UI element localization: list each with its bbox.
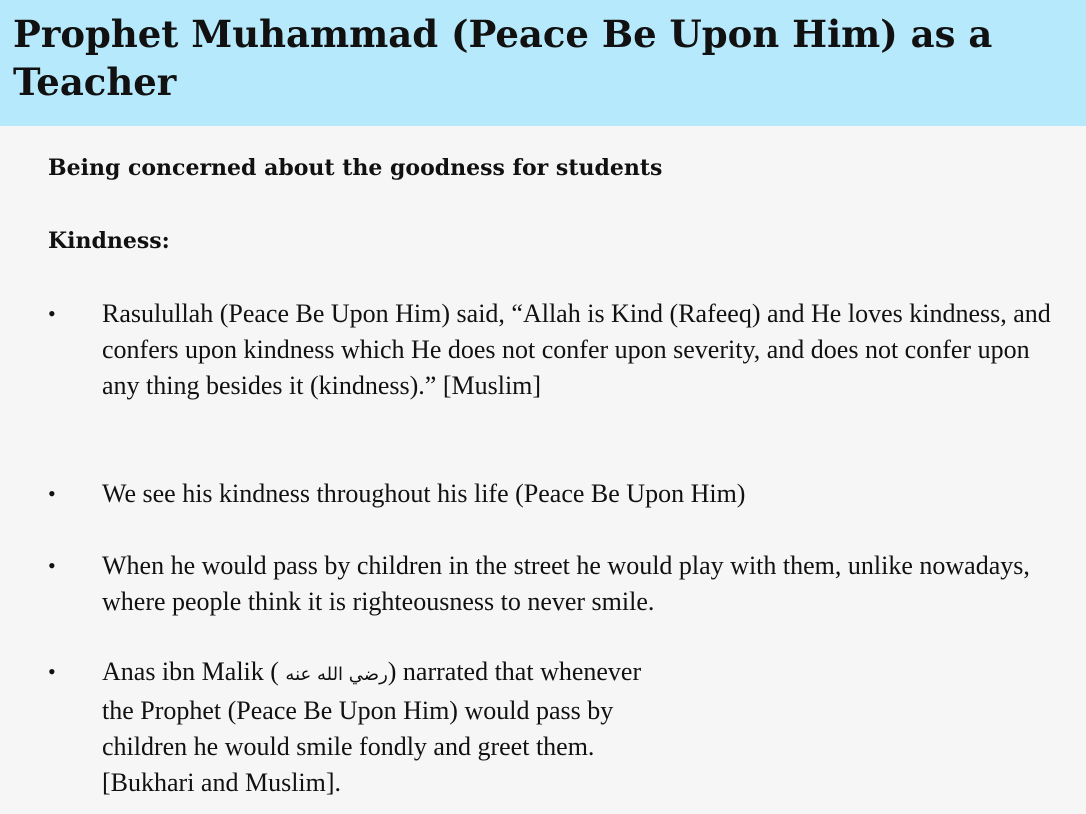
bullet-icon: •	[48, 553, 56, 578]
bullet-item-hadith	[48, 296, 1068, 404]
bullet-item-kindness-life	[48, 476, 745, 512]
narrator-text: Anas ibn Malik (	[102, 657, 286, 686]
bullet-icon: •	[48, 481, 56, 506]
bullet-line-2: the Prophet (Peace Be Upon Him) would pass by	[102, 696, 614, 725]
spacer	[48, 186, 1068, 223]
bullet-text	[102, 654, 641, 801]
subheading: Being concerned about the goodness for students	[48, 155, 663, 181]
arabic-honorific: رضي الله عنه	[285, 664, 388, 685]
bullet-text: Rasulullah (Peace Be Upon Him) said, “Allah is Kind (Rafeeq) and He loves kindness, and confers upon kindness which He does not confer upon severity, and does not confer upon any thing besides it (kindness).” [Muslim]	[102, 299, 1051, 400]
bullet-line-4: [Bukhari and Muslim].	[102, 768, 342, 797]
bullet-line-3: children he would smile fondly and greet them.	[102, 732, 595, 761]
bullet-icon: •	[48, 659, 56, 684]
bullet-text: When he would pass by children in the street he would play with them, unlike nowadays, where people think it is righteousness to never smile.	[102, 551, 1030, 616]
section-label-kindness: Kindness:	[48, 228, 170, 254]
slide-title: Prophet Muhammad (Peace Be Upon Him) as a Teacher	[13, 12, 993, 104]
narration-text: ) narrated that whenever	[387, 657, 642, 686]
slide-content	[48, 150, 1068, 797]
title-bar	[0, 0, 1086, 126]
bullet-line-1	[102, 657, 641, 686]
bullet-item-anas	[48, 654, 641, 801]
bullet-text: We see his kindness throughout his life (Peace Be Upon Him)	[102, 479, 746, 508]
bullet-item-children	[48, 548, 1068, 620]
bullet-icon: •	[48, 301, 56, 326]
